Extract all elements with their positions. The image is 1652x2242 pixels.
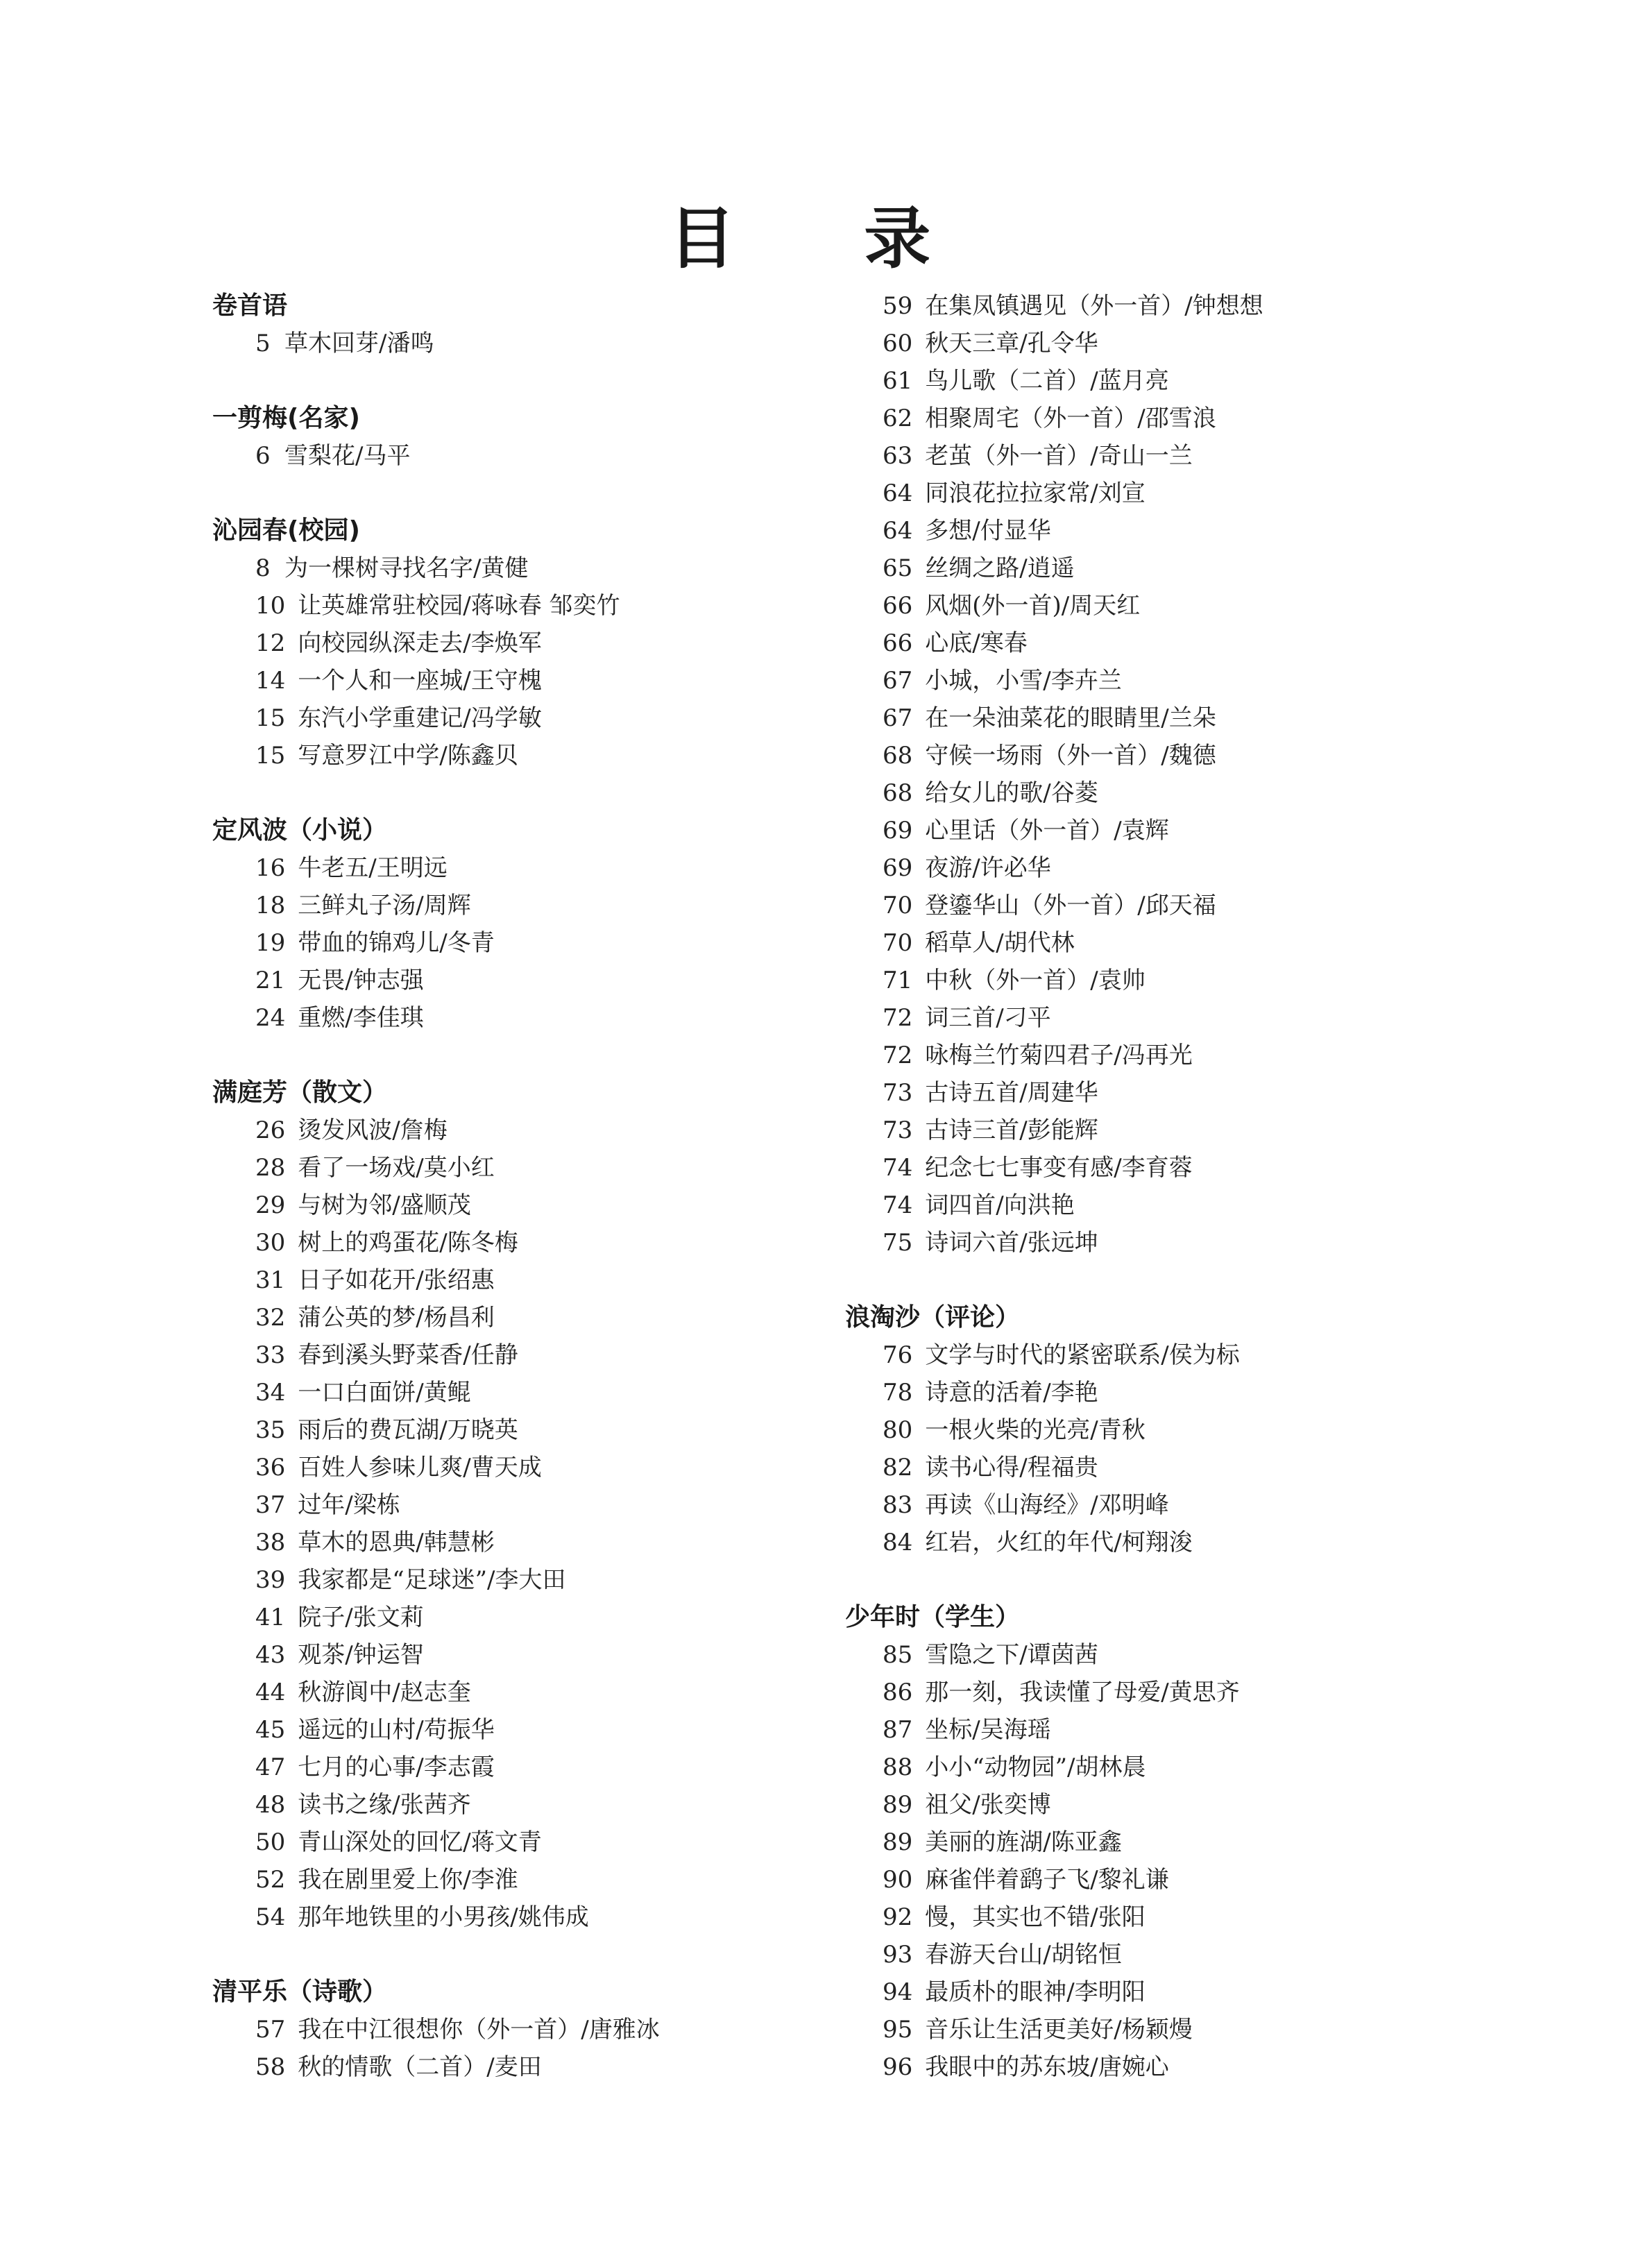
- toc-entry[interactable]: [212, 437, 941, 475]
- entry-page-number: 64: [883, 517, 913, 545]
- entry-page-number: 45: [255, 1716, 286, 1744]
- toc-entry[interactable]: [845, 1786, 1574, 1824]
- toc-column-right: [845, 287, 1574, 2086]
- toc-section: [212, 812, 941, 1037]
- toc-entry[interactable]: [212, 1411, 941, 1449]
- toc-entry[interactable]: [212, 1262, 941, 1299]
- entry-page-number: 69: [883, 817, 913, 844]
- toc-entry[interactable]: [212, 1299, 941, 1336]
- entry-title-author: 与树为邻/盛顺茂: [298, 1191, 471, 1219]
- entry-title-author: 小小“动物园”/胡林晨: [925, 1753, 1146, 1781]
- entry-title-author: 秋的情歌（二首）/麦田: [298, 2053, 542, 2081]
- toc-section: [212, 287, 941, 362]
- entry-title-author: 在集凤镇遇见（外一首）/钟想想: [925, 292, 1263, 320]
- entry-page-number: 71: [883, 967, 913, 994]
- entry-title-author: 雪隐之下/谭茵茜: [925, 1641, 1098, 1669]
- entry-page-number: 78: [883, 1379, 913, 1407]
- entry-title-author: 纪念七七事变有感/李育蓉: [925, 1154, 1193, 1182]
- toc-entry[interactable]: [212, 1599, 941, 1636]
- toc-entry[interactable]: [212, 587, 941, 625]
- entry-page-number: 50: [255, 1828, 286, 1856]
- toc-entry[interactable]: [845, 2048, 1574, 2086]
- toc-entry[interactable]: [212, 849, 941, 887]
- entry-title-author: 祖父/张奕博: [925, 1791, 1051, 1819]
- entry-title-author: 一口白面饼/黄鲲: [298, 1379, 471, 1407]
- entry-page-number: 83: [883, 1491, 913, 1519]
- entry-page-number: 95: [883, 2016, 913, 2044]
- toc-entry[interactable]: [212, 2048, 941, 2086]
- entry-page-number: 26: [255, 1116, 286, 1144]
- toc-entry[interactable]: [212, 2011, 941, 2048]
- toc-entry[interactable]: [845, 999, 1574, 1037]
- entry-page-number: 44: [255, 1679, 286, 1706]
- entry-title-author: 树上的鸡蛋花/陈冬梅: [298, 1229, 518, 1257]
- entry-title-author: 古诗三首/彭能辉: [925, 1116, 1098, 1144]
- toc-entry[interactable]: [845, 1336, 1574, 1374]
- toc-entry[interactable]: [212, 1336, 941, 1374]
- toc-entry[interactable]: [845, 550, 1574, 587]
- entry-title-author: 东汽小学重建记/冯学敏: [298, 704, 542, 732]
- entry-title-author: 草木回芽/潘鸣: [284, 330, 434, 357]
- entry-page-number: 72: [883, 1004, 913, 1032]
- toc-section: [212, 1973, 941, 2086]
- entry-title-author: 我在中江很想你（外一首）/唐雅冰: [298, 2016, 660, 2044]
- toc-entry[interactable]: [212, 924, 941, 962]
- toc-entry[interactable]: [212, 1449, 941, 1486]
- entry-page-number: 15: [255, 704, 286, 732]
- section-heading: 满庭芳（散文）: [212, 1078, 388, 1107]
- entry-title-author: 小城，小雪/李卉兰: [925, 667, 1122, 695]
- toc-entry[interactable]: [212, 1374, 941, 1411]
- entry-title-author: 带血的锦鸡儿/冬青: [298, 929, 495, 957]
- entry-title-author: 院子/张文莉: [298, 1604, 424, 1631]
- entry-title-author: 雨后的费瓦湖/万晓英: [298, 1416, 518, 1444]
- entry-page-number: 32: [255, 1304, 286, 1332]
- entry-title-author: 诗意的活着/李艳: [925, 1379, 1098, 1407]
- entry-page-number: 88: [883, 1753, 913, 1781]
- toc-entry[interactable]: [845, 662, 1574, 699]
- toc-entry[interactable]: [212, 625, 941, 662]
- entry-title-author: 蒲公英的梦/杨昌利: [298, 1304, 495, 1332]
- entry-page-number: 66: [883, 592, 913, 620]
- entry-title-author: 心底/寒春: [925, 629, 1028, 657]
- entry-page-number: 89: [883, 1791, 913, 1819]
- entry-title-author: 咏梅兰竹菊四君子/冯再光: [925, 1042, 1193, 1069]
- section-heading: 浪淘沙（评论）: [845, 1303, 1021, 1332]
- toc-entry[interactable]: [845, 1973, 1574, 2011]
- entry-page-number: 8: [255, 554, 271, 582]
- entry-title-author: 那年地铁里的小男孩/姚伟成: [298, 1903, 589, 1931]
- toc-entry[interactable]: [845, 1899, 1574, 1936]
- entry-page-number: 18: [255, 892, 286, 919]
- entry-title-author: 最质朴的眼神/李明阳: [925, 1978, 1146, 2006]
- section-heading: 卷首语: [212, 291, 288, 320]
- entry-title-author: 红岩，火红的年代/柯翔浚: [925, 1529, 1193, 1556]
- entry-title-author: 再读《山海经》/邓明峰: [925, 1491, 1169, 1519]
- entry-title-author: 青山深处的回忆/蒋文青: [298, 1828, 542, 1856]
- entry-page-number: 73: [883, 1079, 913, 1107]
- entry-title-author: 老茧（外一首）/奇山一兰: [925, 442, 1193, 470]
- entry-page-number: 34: [255, 1379, 286, 1407]
- toc-entry[interactable]: [845, 1224, 1574, 1262]
- entry-title-author: 稻草人/胡代林: [925, 929, 1075, 957]
- entry-title-author: 一个人和一座城/王守槐: [298, 667, 542, 695]
- entry-page-number: 67: [883, 704, 913, 732]
- toc-entry[interactable]: [845, 512, 1574, 550]
- toc-section: [845, 1599, 1574, 2086]
- entry-title-author: 词四首/向洪艳: [925, 1191, 1075, 1219]
- entry-title-author: 给女儿的歌/谷菱: [925, 779, 1098, 807]
- entry-title-author: 夜游/许必华: [925, 854, 1051, 882]
- toc-entry[interactable]: [212, 1486, 941, 1524]
- entry-page-number: 86: [883, 1679, 913, 1706]
- entry-title-author: 登鎏华山（外一首）/邱天福: [925, 892, 1216, 919]
- toc-entry[interactable]: [845, 962, 1574, 999]
- entry-page-number: 69: [883, 854, 913, 882]
- entry-page-number: 39: [255, 1566, 286, 1594]
- toc-entry[interactable]: [212, 1711, 941, 1749]
- entry-page-number: 54: [255, 1903, 286, 1931]
- entry-page-number: 87: [883, 1716, 913, 1744]
- entry-title-author: 多想/付显华: [925, 517, 1051, 545]
- toc-entry[interactable]: [212, 1749, 941, 1786]
- entry-title-author: 风烟(外一首)/周天红: [925, 592, 1141, 620]
- entry-title-author: 写意罗江中学/陈鑫贝: [298, 742, 518, 770]
- toc-entry[interactable]: [212, 325, 941, 362]
- toc-entry[interactable]: [845, 1861, 1574, 1899]
- toc-entry[interactable]: [212, 1636, 941, 1674]
- entry-title-author: 心里话（外一首）/袁辉: [925, 817, 1169, 844]
- toc-entry[interactable]: [845, 1524, 1574, 1561]
- toc-section: [212, 1074, 941, 1936]
- entry-page-number: 67: [883, 667, 913, 695]
- entry-page-number: 61: [883, 367, 913, 395]
- toc-entry[interactable]: [845, 1824, 1574, 1861]
- entry-page-number: 72: [883, 1042, 913, 1069]
- entry-title-author: 慢，其实也不错/张阳: [925, 1903, 1146, 1931]
- entry-page-number: 65: [883, 554, 913, 582]
- entry-page-number: 60: [883, 330, 913, 357]
- entry-page-number: 43: [255, 1641, 286, 1669]
- entry-title-author: 无畏/钟志强: [298, 967, 424, 994]
- toc-entry[interactable]: [845, 737, 1574, 774]
- entry-title-author: 重燃/李佳琪: [298, 1004, 424, 1032]
- entry-title-author: 草木的恩典/韩慧彬: [298, 1529, 495, 1556]
- entry-page-number: 73: [883, 1116, 913, 1144]
- entry-title-author: 一根火柴的光亮/青秋: [925, 1416, 1146, 1444]
- entry-page-number: 70: [883, 929, 913, 957]
- toc-entry[interactable]: [845, 362, 1574, 400]
- toc-entry[interactable]: [845, 887, 1574, 924]
- entry-title-author: 那一刻，我读懂了母爱/黄思齐: [925, 1679, 1240, 1706]
- toc-entry[interactable]: [845, 475, 1574, 512]
- toc-entry[interactable]: [845, 1374, 1574, 1411]
- entry-page-number: 15: [255, 742, 286, 770]
- entry-page-number: 16: [255, 854, 286, 882]
- entry-page-number: 92: [883, 1903, 913, 1931]
- entry-page-number: 37: [255, 1491, 286, 1519]
- entry-title-author: 牛老五/王明远: [298, 854, 448, 882]
- entry-page-number: 93: [883, 1941, 913, 1969]
- entry-page-number: 38: [255, 1529, 286, 1556]
- entry-page-number: 19: [255, 929, 286, 957]
- toc-entry[interactable]: [845, 1187, 1574, 1224]
- toc-entry[interactable]: [212, 1149, 941, 1187]
- entry-title-author: 为一棵树寻找名字/黄健: [284, 554, 529, 582]
- entry-title-author: 丝绸之路/逍遥: [925, 554, 1075, 582]
- toc-entry[interactable]: [845, 1149, 1574, 1187]
- entry-page-number: 6: [255, 442, 271, 470]
- entry-title-author: 春到溪头野菜香/任静: [298, 1341, 518, 1369]
- entry-title-author: 读书心得/程福贵: [925, 1454, 1098, 1481]
- entry-page-number: 96: [883, 2053, 913, 2081]
- entry-page-number: 52: [255, 1866, 286, 1894]
- toc-section: [845, 287, 1574, 1262]
- toc-entry[interactable]: [212, 737, 941, 774]
- toc-entry[interactable]: [212, 662, 941, 699]
- entry-page-number: 35: [255, 1416, 286, 1444]
- toc-entry[interactable]: [845, 1411, 1574, 1449]
- entry-title-author: 雪梨花/马平: [284, 442, 411, 470]
- toc-entry[interactable]: [845, 849, 1574, 887]
- toc-entry[interactable]: [845, 287, 1574, 325]
- entry-page-number: 70: [883, 892, 913, 919]
- entry-title-author: 百姓人参味儿爽/曹天成: [298, 1454, 542, 1481]
- section-heading: 定风波（小说）: [212, 816, 388, 844]
- toc-entry[interactable]: [212, 1224, 941, 1262]
- entry-page-number: 12: [255, 629, 286, 657]
- entry-page-number: 5: [255, 330, 271, 357]
- toc-entry[interactable]: [212, 550, 941, 587]
- entry-page-number: 62: [883, 405, 913, 432]
- entry-title-author: 七月的心事/李志霞: [298, 1753, 495, 1781]
- entry-page-number: 63: [883, 442, 913, 470]
- toc-entry[interactable]: [845, 924, 1574, 962]
- entry-page-number: 74: [883, 1191, 913, 1219]
- entry-title-author: 中秋（外一首）/袁帅: [925, 967, 1146, 994]
- toc-section: [212, 512, 941, 774]
- entry-title-author: 向校园纵深走去/李焕军: [298, 629, 542, 657]
- toc-entry[interactable]: [845, 1037, 1574, 1074]
- entry-title-author: 遥远的山村/苟振华: [298, 1716, 495, 1744]
- entry-title-author: 词三首/刁平: [925, 1004, 1051, 1032]
- toc-entry[interactable]: [845, 1711, 1574, 1749]
- toc-entry[interactable]: [845, 1486, 1574, 1524]
- toc-entry[interactable]: [212, 1824, 941, 1861]
- entry-title-author: 在一朵油菜花的眼睛里/兰朵: [925, 704, 1216, 732]
- entry-title-author: 让英雄常驻校园/蒋咏春 邹奕竹: [298, 592, 620, 620]
- toc-entry[interactable]: [845, 325, 1574, 362]
- entry-page-number: 31: [255, 1266, 286, 1294]
- entry-page-number: 80: [883, 1416, 913, 1444]
- entry-page-number: 21: [255, 967, 286, 994]
- entry-page-number: 84: [883, 1529, 913, 1556]
- section-heading: 一剪梅(名家): [212, 404, 360, 432]
- entry-page-number: 76: [883, 1341, 913, 1369]
- entry-title-author: 音乐让生活更美好/杨颖熳: [925, 2016, 1193, 2044]
- toc-entry[interactable]: [845, 1636, 1574, 1674]
- entry-title-author: 春游天台山/胡铭恒: [925, 1941, 1122, 1969]
- entry-page-number: 68: [883, 779, 913, 807]
- section-heading: 少年时（学生）: [845, 1603, 1021, 1631]
- entry-page-number: 10: [255, 592, 286, 620]
- toc-entry[interactable]: [212, 1187, 941, 1224]
- entry-title-author: 文学与时代的紧密联系/侯为标: [925, 1341, 1240, 1369]
- entry-page-number: 36: [255, 1454, 286, 1481]
- entry-title-author: 我眼中的苏东坡/唐婉心: [925, 2053, 1169, 2081]
- entry-title-author: 麻雀伴着鹞子飞/黎礼谦: [925, 1866, 1169, 1894]
- entry-title-author: 三鲜丸子汤/周辉: [298, 892, 471, 919]
- entry-title-author: 守候一场雨（外一首）/魏德: [925, 742, 1216, 770]
- toc-entry[interactable]: [845, 400, 1574, 437]
- toc-section: [845, 1299, 1574, 1561]
- toc-entry[interactable]: [845, 1749, 1574, 1786]
- toc-entry[interactable]: [845, 2011, 1574, 2048]
- toc-entry[interactable]: [212, 887, 941, 924]
- entry-page-number: 64: [883, 479, 913, 507]
- entry-page-number: 58: [255, 2053, 286, 2081]
- entry-page-number: 59: [883, 292, 913, 320]
- toc-entry[interactable]: [845, 1674, 1574, 1711]
- toc-entry[interactable]: [212, 1561, 941, 1599]
- entry-page-number: 66: [883, 629, 913, 657]
- entry-title-author: 坐标/吴海瑶: [925, 1716, 1051, 1744]
- entry-page-number: 94: [883, 1978, 913, 2006]
- toc-entry[interactable]: [212, 699, 941, 737]
- entry-title-author: 过年/梁栋: [298, 1491, 400, 1519]
- toc-entry[interactable]: [845, 1449, 1574, 1486]
- toc-entry[interactable]: [212, 1112, 941, 1149]
- entry-page-number: 24: [255, 1004, 286, 1032]
- entry-title-author: 美丽的旌湖/陈亚鑫: [925, 1828, 1122, 1856]
- toc-entry[interactable]: [845, 812, 1574, 849]
- entry-page-number: 28: [255, 1154, 286, 1182]
- toc-entry[interactable]: [212, 1861, 941, 1899]
- entry-title-author: 相聚周宅（外一首）/邵雪浪: [925, 405, 1216, 432]
- toc-entry[interactable]: [845, 587, 1574, 625]
- toc-entry[interactable]: [212, 962, 941, 999]
- entry-page-number: 75: [883, 1229, 913, 1257]
- entry-title-author: 读书之缘/张茜齐: [298, 1791, 471, 1819]
- toc-entry[interactable]: [845, 699, 1574, 737]
- entry-page-number: 29: [255, 1191, 286, 1219]
- toc-entry[interactable]: [212, 1786, 941, 1824]
- entry-page-number: 30: [255, 1229, 286, 1257]
- toc-entry[interactable]: [845, 1112, 1574, 1149]
- entry-page-number: 74: [883, 1154, 913, 1182]
- entry-title-author: 秋天三章/孔令华: [925, 330, 1098, 357]
- toc-entry[interactable]: [212, 1524, 941, 1561]
- entry-page-number: 33: [255, 1341, 286, 1369]
- entry-page-number: 57: [255, 2016, 286, 2044]
- entry-page-number: 41: [255, 1604, 286, 1631]
- entry-title-author: 鸟儿歌（二首）/蓝月亮: [925, 367, 1169, 395]
- entry-title-author: 我在剧里爱上你/李淮: [298, 1866, 518, 1894]
- entry-title-author: 秋游阆中/赵志奎: [298, 1679, 471, 1706]
- entry-page-number: 47: [255, 1753, 286, 1781]
- entry-title-author: 看了一场戏/莫小红: [298, 1154, 495, 1182]
- toc-entry[interactable]: [845, 625, 1574, 662]
- page-title: 目 录: [668, 200, 984, 278]
- section-heading: 沁园春(校园): [212, 516, 360, 545]
- toc-entry[interactable]: [845, 437, 1574, 475]
- entry-page-number: 90: [883, 1866, 913, 1894]
- toc-entry[interactable]: [845, 1936, 1574, 1973]
- entry-page-number: 68: [883, 742, 913, 770]
- toc-entry[interactable]: [212, 999, 941, 1037]
- section-heading: 清平乐（诗歌）: [212, 1978, 388, 2006]
- entry-page-number: 82: [883, 1454, 913, 1481]
- entry-title-author: 观茶/钟运智: [298, 1641, 424, 1669]
- entry-title-author: 我家都是“足球迷”/李大田: [298, 1566, 566, 1594]
- entry-page-number: 14: [255, 667, 286, 695]
- entry-page-number: 48: [255, 1791, 286, 1819]
- toc-entry[interactable]: [845, 1074, 1574, 1112]
- entry-title-author: 古诗五首/周建华: [925, 1079, 1098, 1107]
- toc-entry[interactable]: [212, 1674, 941, 1711]
- toc-entry[interactable]: [845, 774, 1574, 812]
- toc-entry[interactable]: [212, 1899, 941, 1936]
- toc-section: [212, 400, 941, 475]
- entry-page-number: 89: [883, 1828, 913, 1856]
- entry-title-author: 烫发风波/詹梅: [298, 1116, 448, 1144]
- entry-title-author: 同浪花拉拉家常/刘宣: [925, 479, 1146, 507]
- entry-title-author: 诗词六首/张远坤: [925, 1229, 1098, 1257]
- entry-page-number: 85: [883, 1641, 913, 1669]
- entry-title-author: 日子如花开/张绍惠: [298, 1266, 495, 1294]
- toc-column-left: [212, 287, 941, 2086]
